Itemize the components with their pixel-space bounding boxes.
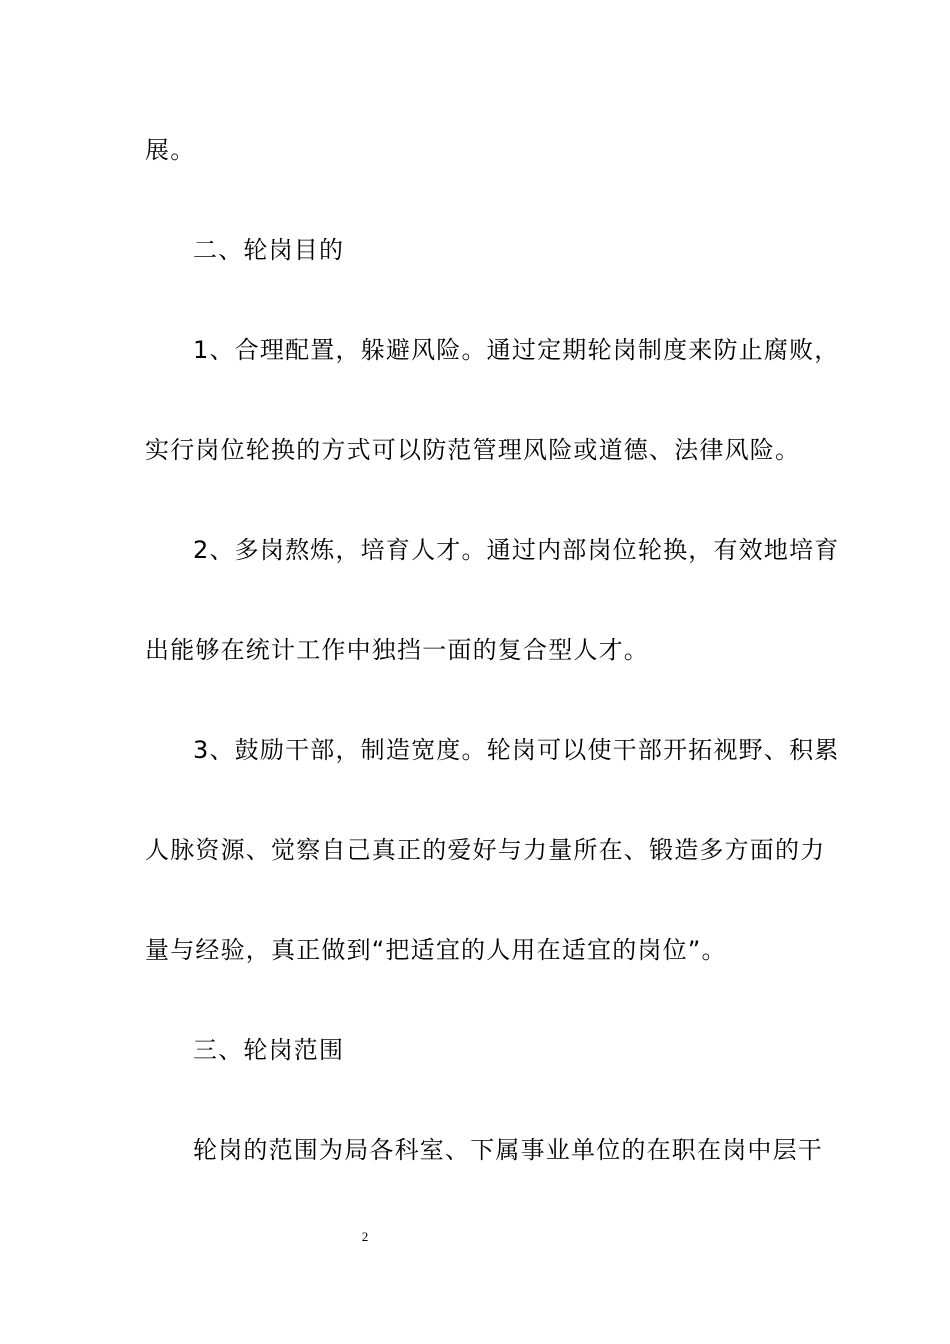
paragraph-2-line-1: 2、多岗熬炼，培育人才。通过内部岗位轮换，有效地培育 <box>193 536 840 564</box>
paragraph-2-line-2: 出能够在统计工作中独挡一面的复合型人才。 <box>145 636 649 664</box>
section-heading-scope: 三、轮岗范围 <box>193 1036 345 1064</box>
paragraph-3-line-2: 人脉资源、觉察自己真正的爱好与力量所在、锻造多方面的力 <box>145 836 826 864</box>
paragraph-1-line-1: 1、合理配置，躲避风险。通过定期轮岗制度来防止腐败， <box>193 336 840 364</box>
paragraph-1-line-2: 实行岗位轮换的方式可以防范管理风险或道德、法律风险。 <box>145 436 801 464</box>
text-line-continuation: 展。 <box>145 136 196 164</box>
paragraph-3-line-1: 3、鼓励干部，制造宽度。轮岗可以使干部开拓视野、积累 <box>193 736 840 764</box>
section-heading-purpose: 二、轮岗目的 <box>193 236 345 264</box>
paragraph-3-line-3: 量与经验，真正做到“把适宜的人用在适宜的岗位”。 <box>145 936 727 964</box>
page-number: 2 <box>361 1229 369 1244</box>
paragraph-4-line-1: 轮岗的范围为局各科室、下属事业单位的在职在岗中层干 <box>193 1136 823 1164</box>
